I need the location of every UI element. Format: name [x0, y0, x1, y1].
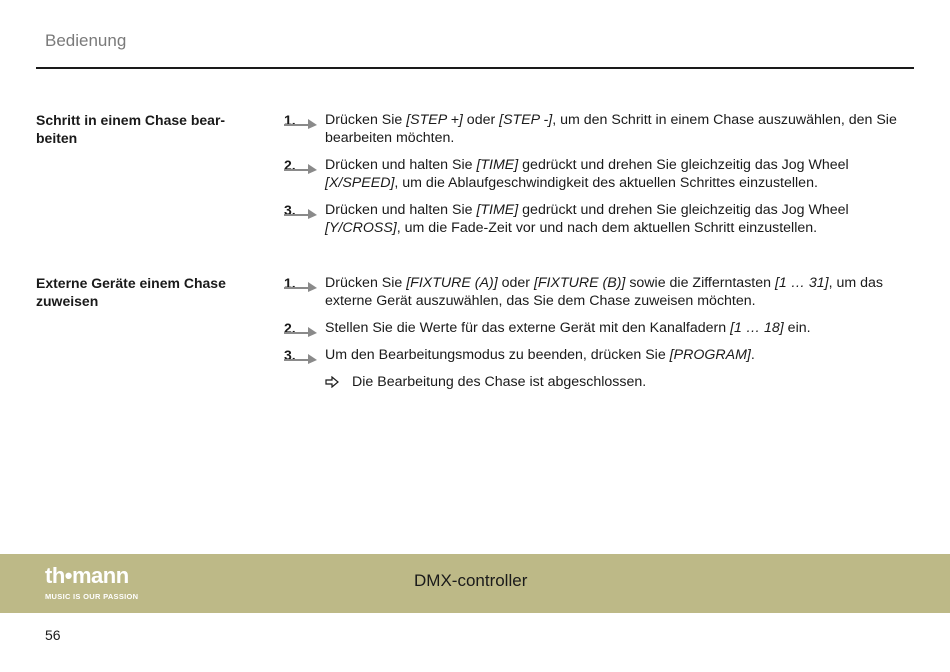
- arrow-right-icon: [284, 353, 317, 364]
- step-item: [284, 346, 914, 364]
- step-number-label: 2.: [284, 320, 296, 336]
- result-line: [284, 373, 914, 391]
- step-number: [284, 111, 318, 129]
- arrow-right-icon: [284, 326, 317, 337]
- step-list: [284, 111, 914, 246]
- header-divider: [36, 67, 914, 69]
- arrow-right-icon: [284, 118, 317, 129]
- step-item: [284, 156, 914, 192]
- step-number-label: 3.: [284, 347, 296, 363]
- control-reference: [1 … 31]: [774, 275, 829, 291]
- page-header-title: Bedienung: [45, 31, 127, 50]
- result-text: Die Bearbeitung des Chase ist abgeschlossen.: [352, 374, 647, 390]
- step-item: [284, 111, 914, 147]
- step-text-part: gedrückt und drehen Sie gleichzeitig das Jog Wheel: [518, 157, 849, 173]
- step-text-part: oder: [462, 112, 500, 128]
- step-text-part: , um die Ablaufgeschwindigkeit des aktuellen Schrittes einzustellen.: [394, 175, 818, 191]
- footer-product-name: DMX-controller: [414, 571, 528, 590]
- step-item: [284, 201, 914, 237]
- control-reference: [Y/CROSS]: [325, 220, 397, 236]
- step-list: [284, 274, 914, 391]
- control-reference: [TIME]: [476, 157, 519, 173]
- step-number: [284, 156, 318, 174]
- step-text: [325, 201, 914, 237]
- control-reference: [STEP -]: [499, 112, 553, 128]
- control-reference: [FIXTURE (A)]: [406, 275, 498, 291]
- control-reference: [STEP +]: [406, 112, 463, 128]
- step-number: [284, 319, 318, 337]
- step-text-part: gedrückt und drehen Sie gleichzeitig das Jog Wheel: [518, 202, 849, 218]
- step-text-part: Stellen Sie die Werte für das externe Gerät mit den Kanalfadern: [325, 320, 731, 336]
- step-text: [325, 319, 914, 337]
- logo-wordmark: th•mann: [45, 563, 129, 588]
- step-text: [325, 274, 914, 310]
- section-heading: [36, 111, 251, 147]
- step-text-part: Drücken Sie: [325, 275, 407, 291]
- step-text-part: sowie die Zifferntasten: [625, 275, 775, 291]
- step-number-label: 3.: [284, 202, 296, 218]
- step-text-part: Drücken und halten Sie: [325, 202, 477, 218]
- step-number-label: 1.: [284, 112, 296, 128]
- thomann-logo: [45, 563, 165, 602]
- control-reference: [X/SPEED]: [325, 175, 395, 191]
- step-number: [284, 274, 318, 292]
- section-heading: [36, 274, 251, 310]
- step-number: [284, 201, 318, 219]
- footer-band: [0, 554, 950, 613]
- arrow-right-icon: [284, 163, 317, 174]
- step-text-part: , um das externe Gerät auszuwählen, das Sie dem Chase zuweisen möchten.: [325, 275, 884, 309]
- result-arrow-icon: [325, 376, 339, 388]
- step-number-label: 2.: [284, 157, 296, 173]
- logo-tagline: MUSIC IS OUR PASSION: [45, 592, 139, 601]
- step-number-label: 1.: [284, 275, 296, 291]
- step-text-part: oder: [497, 275, 534, 291]
- step-text-part: Drücken und halten Sie: [325, 157, 477, 173]
- step-text-part: Drücken Sie: [325, 112, 407, 128]
- section-heading-line: Externe Geräte einem Chase: [36, 275, 226, 291]
- arrow-right-icon: [284, 281, 317, 292]
- step-text-part: Um den Bearbeitungsmodus zu beenden, drücken Sie: [325, 347, 670, 363]
- step-text-part: .: [750, 347, 755, 363]
- step-text: [325, 156, 914, 192]
- control-reference: [TIME]: [476, 202, 519, 218]
- step-text: [325, 346, 914, 364]
- section-heading-line: zuweisen: [36, 293, 99, 309]
- step-text-part: , um den Schritt in einem Chase auszuwählen, den Sie bearbeiten möchten.: [325, 112, 897, 146]
- step-item: [284, 274, 914, 310]
- control-reference: [1 … 18]: [730, 320, 784, 336]
- step-item: [284, 319, 914, 337]
- step-text-part: ein.: [783, 320, 811, 336]
- section-heading-line: Schritt in einem Chase bear-: [36, 112, 226, 128]
- arrow-right-icon: [284, 208, 317, 219]
- control-reference: [FIXTURE (B)]: [533, 275, 626, 291]
- step-text-part: , um die Fade-Zeit vor und nach dem aktuellen Schritt einzustellen.: [396, 220, 818, 236]
- control-reference: [PROGRAM]: [669, 347, 751, 363]
- step-number: [284, 346, 318, 364]
- step-text: [325, 111, 914, 147]
- section-heading-line: beiten: [36, 130, 78, 146]
- page-number: 56: [45, 627, 61, 643]
